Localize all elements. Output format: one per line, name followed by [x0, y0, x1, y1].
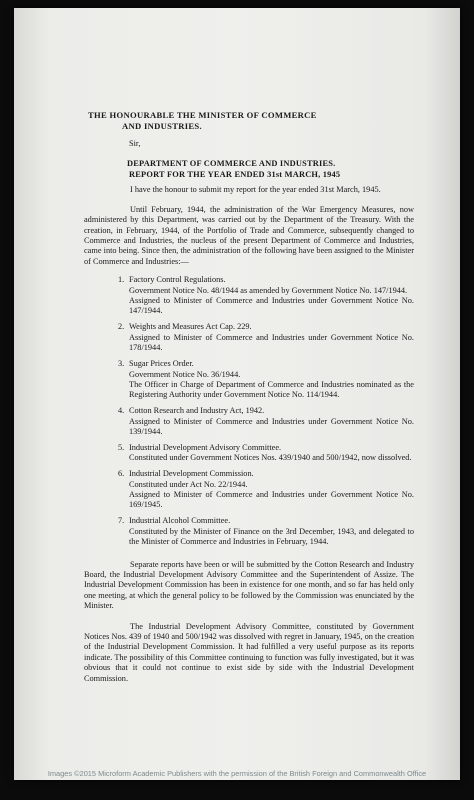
- intro-paragraph: I have the honour to submit my report for the year ended 31st March, 1945.: [130, 185, 381, 195]
- addressee-line-1: THE HONOURABLE THE MINISTER OF COMMERCE: [88, 110, 317, 120]
- document-body: [84, 110, 414, 684]
- list-item-title-text: Industrial Development Advisory Committee.: [129, 442, 282, 452]
- list-item-detail: Assigned to Minister of Commerce and Industries under Government Notice No. 169/1945.: [129, 490, 414, 510]
- list-item-detail: Government Notice No. 36/1944.: [129, 369, 241, 379]
- list-item: [118, 275, 414, 317]
- list-item-number: 2.: [118, 322, 125, 332]
- list-item-number: 3.: [118, 359, 125, 369]
- list-item-title: [118, 469, 414, 479]
- list-item-detail: Assigned to Minister of Commerce and Industries under Government Notice No. 139/1944.: [129, 416, 414, 437]
- list-item: [118, 516, 414, 547]
- addressee-block: [84, 110, 414, 132]
- list-item-title: [118, 516, 414, 526]
- report-heading: [127, 158, 414, 180]
- list-item-title: [118, 406, 414, 416]
- list-item: [118, 359, 414, 401]
- list-item-title: [118, 275, 414, 285]
- list-item: [118, 406, 414, 437]
- list-item-detail: The Officer in Charge of Department of Commerce and Industries nominated as the Registering Authority under Government Notice No. 114/1944.: [129, 379, 414, 400]
- document-page: [14, 8, 460, 780]
- addressee-line-2: AND INDUSTRIES.: [122, 121, 202, 131]
- list-item-title-text: Weights and Measures Act Cap. 229.: [129, 322, 252, 332]
- list-item-detail: Constituted under Act No. 22/1944.: [129, 479, 248, 489]
- advisory-committee-paragraph: The Industrial Development Advisory Committee, constituted by Government Notices Nos. 439 of 1940 and 500/1942 was dissolved with regret in January, 1945, on the creation of the Industrial Development Commission. It had fulfilled a very useful purpose as its reports indicate. The possibility of this Committee continuing to function was fully investigated, but it was obvious that it could not continue to exist side by side with the Industrial Development Commission.: [84, 621, 414, 683]
- report-heading-line-2: REPORT FOR THE YEAR ENDED 31st MARCH, 1945: [129, 170, 341, 180]
- list-item-detail: Assigned to Minister of Commerce and Industries under Government Notice No. 147/1944.: [129, 296, 414, 316]
- separate-reports-paragraph: Separate reports have been or will be submitted by the Cotton Research and Industry Board, the Industrial Development Advisory Committee and the Superintendent of Assize. The Industrial Development Commission has been in existence for one month, and so far has held only one meeting, at which the general policy to be followed by the Commission was enunciated by the Minister.: [84, 559, 414, 611]
- list-item-detail: Constituted by the Minister of Finance on the 3rd December, 1943, and delegated to the Minister of Commerce and Industries in February, 1944.: [129, 526, 414, 547]
- list-item-number: 7.: [118, 516, 125, 526]
- list-item-detail: Government Notice No. 48/1944 as amended by Government Notice No. 147/1944.: [129, 285, 408, 295]
- list-item-detail: Constituted under Government Notices Nos. 439/1940 and 500/1942, now dissolved.: [129, 453, 412, 463]
- list-item-number: 1.: [118, 275, 125, 285]
- list-item-title: [118, 443, 414, 453]
- history-paragraph: Until February, 1944, the administration of the War Emergency Measures, now administered by this Department, was carried out by the Department of the Treasury. With the creation, in February, 1944, of the Portfolio of Trade and Commerce, subsequently changed to Commerce and Industries, the nucleus of the present Department of Commerce and Industries, came into being. Since then, the administration of the following have been assigned to the Minister of Commerce and Industries:—: [84, 204, 414, 266]
- list-item-number: 5.: [118, 442, 125, 452]
- list-item-title: [118, 359, 414, 369]
- list-item-title-text: Sugar Prices Order.: [129, 359, 194, 369]
- list-item-title: [118, 322, 414, 332]
- list-item-number: 6.: [118, 469, 125, 479]
- report-heading-line-1: DEPARTMENT OF COMMERCE AND INDUSTRIES.: [127, 159, 336, 169]
- copyright-footer: Images ©2015 Microform Academic Publishers with the permission of the British Foreign and Commonwealth Office: [47, 769, 427, 778]
- list-item-title-text: Factory Control Regulations.: [129, 275, 226, 285]
- list-item: [118, 322, 414, 353]
- list-item: [118, 443, 414, 464]
- list-item-detail: Assigned to Minister of Commerce and Industries under Government Notice No. 178/1944.: [129, 332, 414, 353]
- list-item: [118, 469, 414, 511]
- list-item-title-text: Cotton Research and Industry Act, 1942.: [129, 406, 265, 416]
- list-item-title-text: Industrial Development Commission.: [129, 469, 254, 479]
- list-item-number: 4.: [118, 406, 125, 416]
- list-item-title-text: Industrial Alcohol Committee.: [129, 516, 231, 526]
- assigned-items-list: [118, 275, 414, 547]
- salutation: Sir,: [129, 139, 141, 148]
